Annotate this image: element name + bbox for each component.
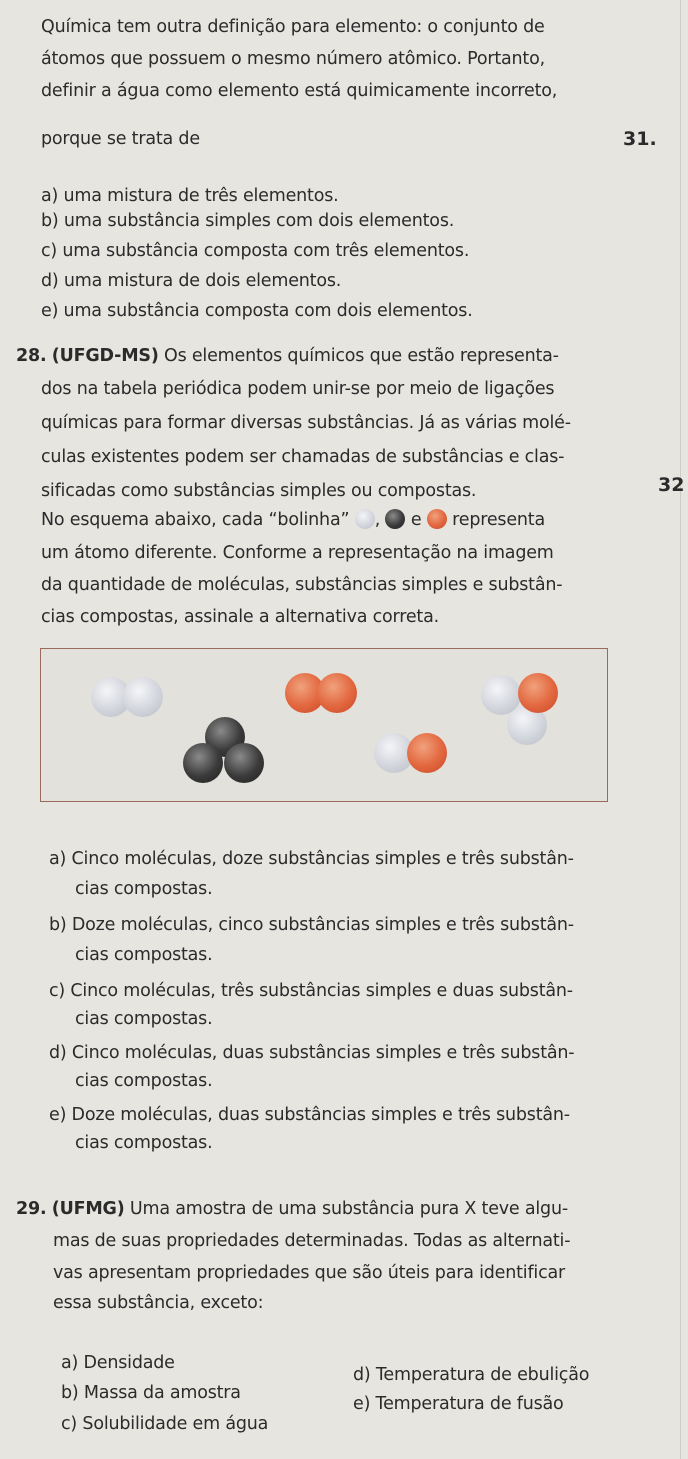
- q28-scheme-line: [41, 509, 545, 531]
- q29-option-c: c) Solubilidade em água: [61, 1414, 269, 1434]
- black-atom-icon: [385, 509, 405, 529]
- q28-option-d-1: d) Cinco moléculas, duas substâncias simples e três substân-: [49, 1043, 575, 1063]
- white-atom: [123, 677, 163, 717]
- black-atom: [183, 743, 223, 783]
- q27-option-d: d) uma mistura de dois elementos.: [41, 271, 342, 291]
- q28-line-2: dos na tabela periódica podem unir-se por meio de ligações: [41, 379, 555, 399]
- q27-option-a: a) uma mistura de três elementos.: [41, 186, 339, 206]
- q28-option-b-2: cias compostas.: [75, 945, 213, 965]
- q28-line-3: químicas para formar diversas substâncias. Já as várias molé-: [41, 413, 571, 433]
- q29-option-d: d) Temperatura de ebulição: [353, 1365, 590, 1385]
- q29-line-2: mas de suas propriedades determinadas. Todas as alternati-: [53, 1231, 571, 1251]
- q28-source: (UFGD-MS): [51, 346, 159, 366]
- q28-option-e-1: e) Doze moléculas, duas substâncias simples e três substân-: [49, 1105, 570, 1125]
- q28-line-1: [16, 345, 559, 367]
- molecule-scheme-figure: [40, 648, 608, 802]
- q28-option-e-2: cias compostas.: [75, 1133, 213, 1153]
- q27-option-c: c) uma substância composta com três elementos.: [41, 241, 470, 261]
- q27-line-4: porque se trata de: [41, 129, 200, 149]
- q27-option-e: e) uma substância composta com dois elementos.: [41, 301, 473, 321]
- side-number-31: 31.: [623, 128, 657, 150]
- q27-line-2: átomos que possuem o mesmo número atômico. Portanto,: [41, 49, 545, 69]
- q28-option-c-1: c) Cinco moléculas, três substâncias simples e duas substân-: [49, 981, 573, 1001]
- q28-line-4: culas existentes podem ser chamadas de substâncias e clas-: [41, 447, 565, 467]
- black-atom: [224, 743, 264, 783]
- q29-option-e: e) Temperatura de fusão: [353, 1394, 564, 1414]
- q28-option-a-2: cias compostas.: [75, 879, 213, 899]
- q28-line-8: cias compostas, assinale a alternativa correta.: [41, 607, 439, 627]
- orange-atom: [317, 673, 357, 713]
- orange-atom-icon: [427, 509, 447, 529]
- q28-option-c-2: cias compostas.: [75, 1009, 213, 1029]
- q28-line-7: da quantidade de moléculas, substâncias simples e substân-: [41, 575, 563, 595]
- q28-line-6: um átomo diferente. Conforme a representação na imagem: [41, 543, 554, 563]
- q29-number: 29.: [16, 1199, 47, 1219]
- q28-number: 28.: [16, 346, 47, 366]
- q28-scheme-start: No esquema abaixo, cada “bolinha”: [41, 510, 350, 530]
- q27-option-b: b) uma substância simples com dois elementos.: [41, 211, 455, 231]
- q27-line-1: Química tem outra definição para elemento: o conjunto de: [41, 17, 545, 37]
- q28-text-1: Os elementos químicos que estão representa-: [158, 346, 559, 366]
- white-atom-icon: [355, 509, 375, 529]
- orange-atom: [518, 673, 558, 713]
- q29-option-a: a) Densidade: [61, 1353, 175, 1373]
- q28-scheme-end: representa: [452, 510, 545, 530]
- q28-option-d-2: cias compostas.: [75, 1071, 213, 1091]
- side-number-32: 32: [658, 474, 685, 496]
- q28-option-b-1: b) Doze moléculas, cinco substâncias simples e três substân-: [49, 915, 574, 935]
- q29-line-4: essa substância, exceto:: [53, 1293, 264, 1313]
- q28-option-a-1: a) Cinco moléculas, doze substâncias simples e três substân-: [49, 849, 574, 869]
- q29-text-1: Uma amostra de uma substância pura X teve algu-: [124, 1199, 568, 1219]
- q28-line-5: sificadas como substâncias simples ou compostas.: [41, 481, 477, 501]
- q27-line-3: definir a água como elemento está quimicamente incorreto,: [41, 81, 558, 101]
- q29-line-3: vas apresentam propriedades que são úteis para identificar: [53, 1263, 566, 1283]
- q29-source: (UFMG): [51, 1199, 125, 1219]
- orange-atom: [407, 733, 447, 773]
- q29-line-1: [16, 1198, 568, 1220]
- q28-scheme-sep2: e: [410, 510, 422, 530]
- q28-scheme-sep1: ,: [374, 510, 381, 530]
- q29-option-b: b) Massa da amostra: [61, 1383, 241, 1403]
- page-edge-line: [680, 0, 681, 1459]
